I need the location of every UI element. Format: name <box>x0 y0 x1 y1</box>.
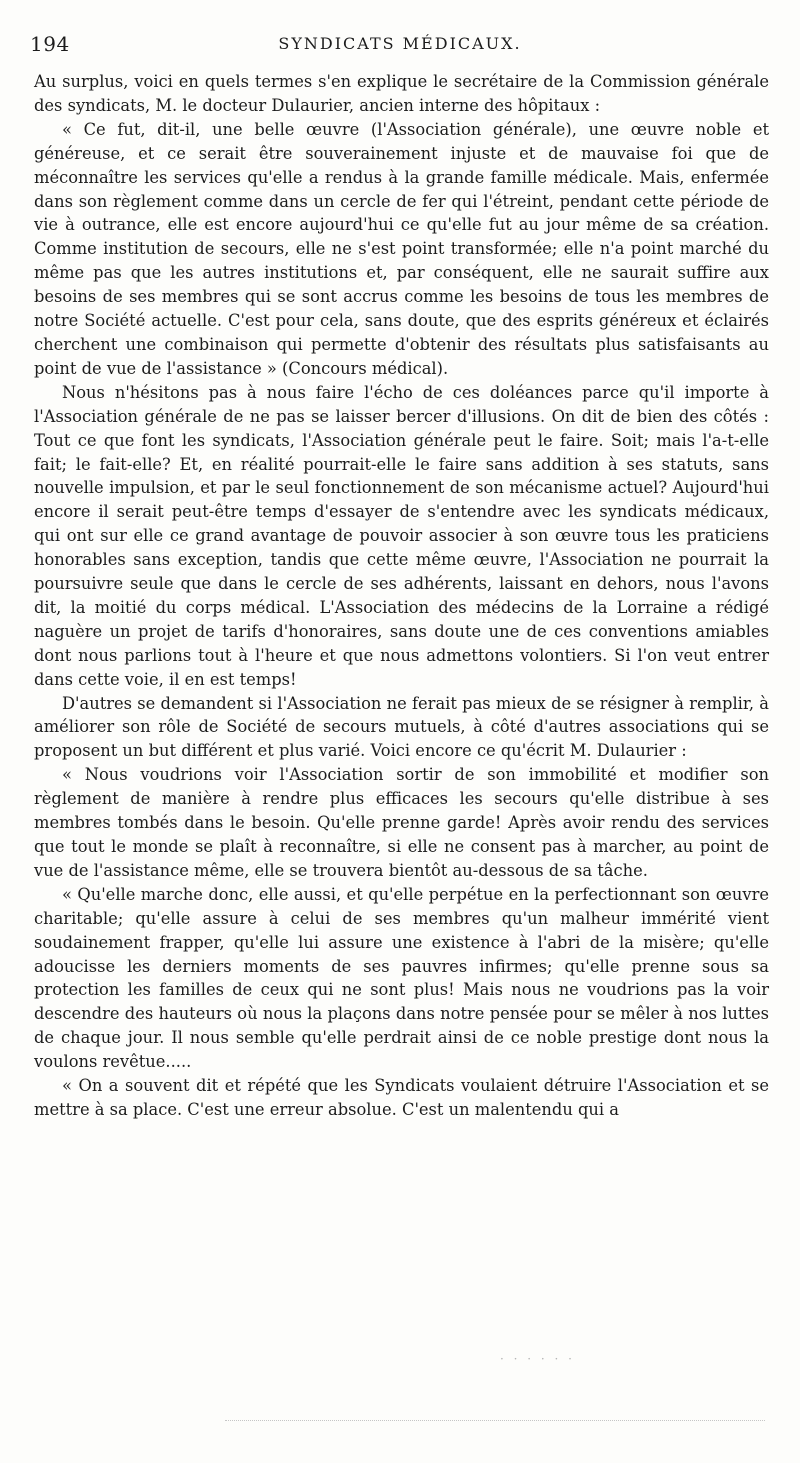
page-number: 194 <box>30 32 70 56</box>
paragraph-others: D'autres se demandent si l'Association ne ferait pas mieux de se résigner à remplir, à améliorer son rôle de Société de secours mutuels, à côté d'autres associations qui se proposent un but différent et plus varié. Voici encore ce qu'écrit M. Dulaurier : <box>34 693 769 761</box>
bottom-rule <box>225 1420 765 1421</box>
paragraph-quote-syndicats: « On a souvent dit et répété que les Syndicats voulaient détruire l'Association et se mettre à sa place. C'est une erreur absolue. C'est un malentendu qui a <box>34 1076 769 1119</box>
paragraph-commentary: Nous n'hésitons pas à nous faire l'écho de ces doléances parce qu'il importe à l'Association générale de ne pas se laisser bercer d'illusions. On dit de bien des côtés : Tout ce que font les syndicats, l'Association générale peut le faire. Soit; mais l'a-t-elle fait; le fait-elle? Et, en réalité pourrait-elle le faire sans addition à ses statuts, sans nouvelle impulsion, et par le seul fonctionnement de son mécanisme actuel? Aujourd'hui encore il serait peut-être temps d'essayer de s'entendre avec les syndicats médicaux, qui ont sur elle ce grand avantage de pouvoir associer à son œuvre tous les praticiens honorables sans exception, tandis que cette même œuvre, l'Association ne pourrait la poursuivre seule que dans le cercle de ses adhérents, laissant en dehors, nous l'avons dit, la moitié du corps médical. L'Association des médecins de la Lorraine a rédigé naguère un projet de tarifs d'honoraires, sans doute une de ces conventions amiables dont nous parlions tout à l'heure et que nous admettons volontiers. Si l'on veut entrer dans cette voie, il en est temps! <box>34 382 769 689</box>
print-specks: · · · · · · <box>500 1352 575 1366</box>
page-header <box>30 30 770 60</box>
paragraph-intro: Au surplus, voici en quels termes s'en explique le secrétaire de la Commission générale des syndicats, M. le docteur Dulaurier, ancien interne des hôpitaux : <box>34 72 769 115</box>
paragraph-quote-immobility: « Nous voudrions voir l'Association sortir de son immobilité et modifier son règlement de manière à rendre plus efficaces les secours qu'elle distribue à ses membres tombés dans le besoin. Qu'elle prenne garde! Après avoir rendu des services que tout le monde se plaît à reconnaître, si elle ne consent pas à marcher, au point de vue de l'assistance même, elle se trouvera bientôt au-dessous de sa tâche. <box>34 765 769 880</box>
paragraph-quote-march: « Qu'elle marche donc, elle aussi, et qu'elle perpétue en la perfectionnant son œuvre charitable; qu'elle assure à celui de ses membres qu'un malheur immérité vient soudainement frapper, qu'elle lui assure une existence à l'abri de la misère; qu'elle adoucisse les derniers moments de ses pauvres infirmes; qu'elle prenne sous sa protection les familles de ceux qui ne sont plus! Mais nous ne voudrions pas la voir descendre des hauteurs où nous la plaçons dans notre pensée pour se mêler à nos luttes de chaque jour. Il nous semble qu'elle perdrait ainsi de ce noble prestige dont nous la voulons revêtue..... <box>34 884 769 1072</box>
paragraph-quote-dulaurier: « Ce fut, dit-il, une belle œuvre (l'Association générale), une œuvre noble et généreuse, et ce serait être souverainement injuste et de mauvaise foi que de méconnaître les services qu'elle a rendus à la grande famille médicale. Mais, enfermée dans son règlement comme dans un cercle de fer qui l'étreint, pendant cette période de vie à outrance, elle est encore aujourd'hui ce qu'elle fut au jour même de sa création. Comme institution de secours, elle ne s'est point transformée; elle n'a point marché du même pas que les autres institutions et, par conséquent, elle ne saurait suffire aux besoins de ses membres qui se sont accrus comme les besoins de tous les membres de notre Société actuelle. C'est pour cela, sans doute, que des esprits généreux et éclairés cherchent une combinaison qui permette d'obtenir des résultats plus satisfaisants au point de vue de l'assistance » (Concours médical). <box>34 119 769 378</box>
body-text <box>34 70 769 1122</box>
running-title: SYNDICATS MÉDICAUX. <box>278 34 522 53</box>
